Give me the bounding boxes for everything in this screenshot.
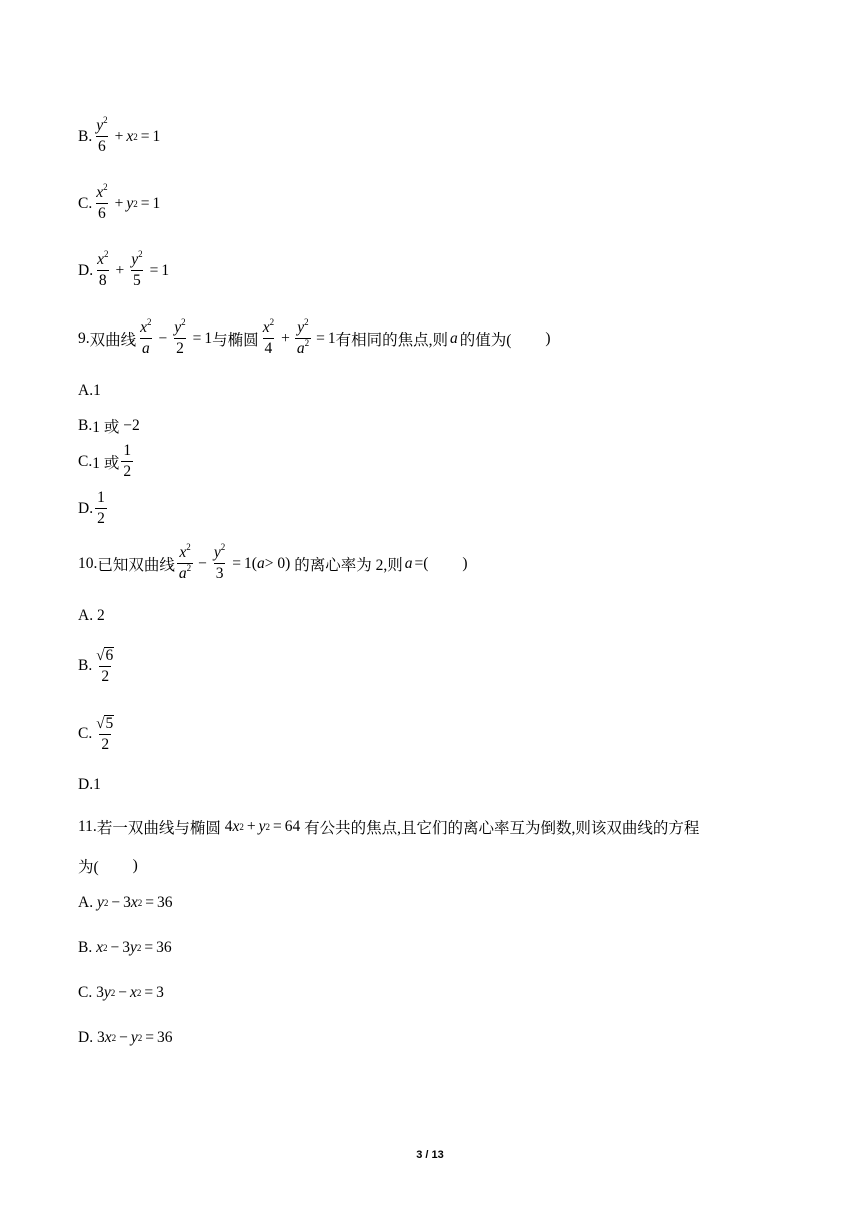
q9-option-a: A. 1: [78, 382, 101, 399]
q11-option-c: C. 3 y 2 − x 2 = 3: [78, 984, 164, 1001]
q8-option-c: [78, 182, 161, 223]
page-number: 3 / 13: [416, 1149, 444, 1161]
question-number: 10.: [78, 554, 98, 572]
q10-option-d: D. 1: [78, 776, 101, 793]
option-label: B.: [78, 127, 93, 145]
q10-option-b: B. √ 6 2: [78, 647, 114, 686]
q9-option-b: B. 1 或 −2: [78, 417, 140, 436]
question-11-cont: 为( ): [78, 857, 138, 876]
q10-option-c: C. √ 5 2: [78, 715, 114, 754]
question-number: 9.: [78, 329, 90, 347]
equation-ellipse: 4 x 2 + y 2 = 64: [220, 818, 301, 835]
q9-option-c: C. 1 或 $\frac{1}{2}$: [78, 442, 132, 481]
q11-option-d: D. 3 x 2 − y 2 = 36: [78, 1029, 173, 1046]
equation: $\frac{y^2}{6}$ + x 2 = 1: [96, 115, 161, 156]
fraction: $\frac{y^2}{6}$: [96, 115, 108, 156]
question-11: 11. 若一双曲线与椭圆 4 x 2 + y 2 = 64 有公共的焦点,且它们的离心率互为倒数,则该双曲线的方程: [78, 818, 700, 837]
equation: $\frac{x^2}{6}$ + y 2 = 1: [96, 182, 161, 223]
q10-option-a: A. 2: [78, 607, 105, 624]
equation-hyperbola: $\frac{x^2}{a^2}$ − $\frac{y^2}{3}$ = 1 ( a > 0): [178, 542, 291, 583]
q11-option-b: B. x 2 − 3 y 2 = 36: [78, 939, 172, 956]
equation-ellipse: $\frac{x^2}{4}$ + $\frac{y^2}{a^2}$ = 1: [262, 317, 336, 358]
q8-option-b: [78, 115, 161, 156]
equation-hyperbola: $\frac{x^2}{a}$ − $\frac{y^2}{2}$ = 1: [140, 317, 213, 358]
option-label: D.: [78, 261, 94, 279]
option-label: C.: [78, 194, 93, 212]
question-10: 10. 已知双曲线 $\frac{x^2}{a^2}$ − $\frac{y^2}{3}$ = 1 ( a > 0) 的离心率为 2,则 a =( ): [78, 542, 468, 583]
q9-option-d: D. $\frac{1}{2}$: [78, 489, 105, 528]
question-number: 11.: [78, 818, 97, 835]
question-text: 双曲线: [89, 331, 137, 349]
question-9: 9. 双曲线 $\frac{x^2}{a}$ − $\frac{y^2}{2}$ = 1 与椭圆 $\frac{x^2}{4}$ + $\frac{y^2}{a^2}$ = 1 有相同的焦点,则 a 的值为( ): [78, 317, 551, 358]
q11-option-a: A. y 2 − 3 x 2 = 36: [78, 894, 173, 911]
q8-option-d: [78, 249, 170, 290]
equation: $\frac{x^2}{8}$ + $\frac{y^2}{5}$ = 1: [97, 249, 170, 290]
